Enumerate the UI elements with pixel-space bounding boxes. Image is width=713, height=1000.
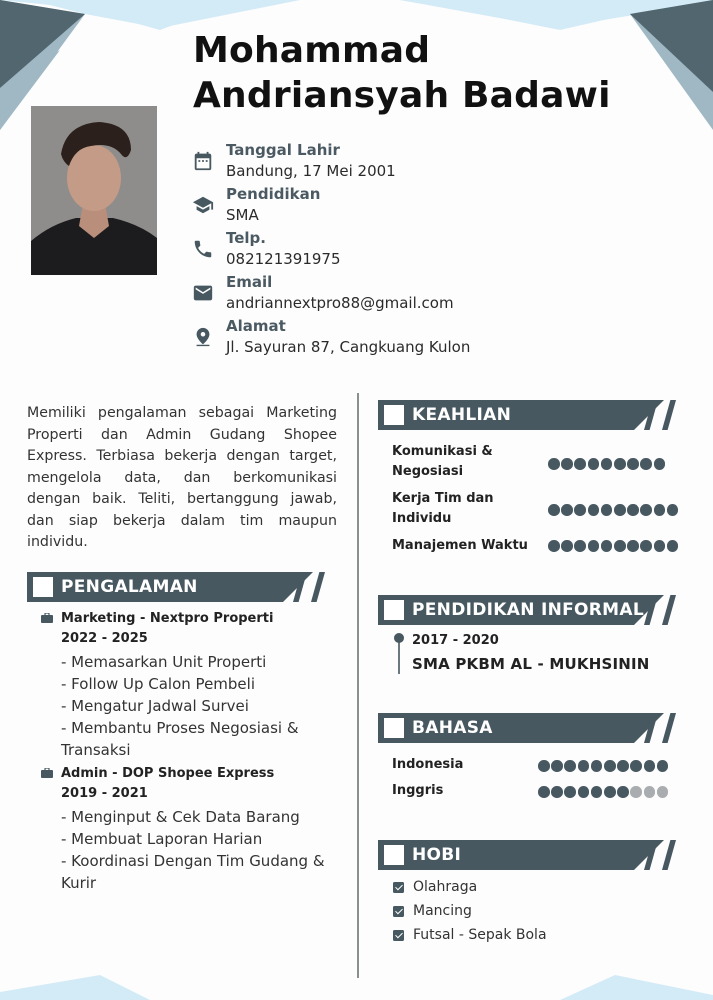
section-header-hobbies bbox=[378, 840, 688, 870]
rating-dot-filled bbox=[551, 760, 563, 772]
calendar-icon bbox=[192, 150, 214, 172]
job-title: Marketing - Nextpro Properti bbox=[61, 611, 274, 626]
contact-label: Pendidikan bbox=[226, 185, 321, 203]
experience-item bbox=[40, 764, 340, 894]
contact-address bbox=[192, 316, 552, 360]
contact-value: Jl. Sayuran 87, Cangkuang Kulon bbox=[226, 338, 471, 356]
rating-dot-filled bbox=[561, 504, 573, 516]
square-icon bbox=[384, 405, 404, 425]
job-years: 2019 - 2021 bbox=[61, 786, 148, 801]
candidate-name bbox=[193, 28, 611, 118]
rating-dot-filled bbox=[654, 504, 666, 516]
rating-dot-filled bbox=[654, 458, 666, 470]
skill-rating-dots bbox=[548, 504, 678, 516]
rating-dot-filled bbox=[604, 760, 616, 772]
contact-label: Tanggal Lahir bbox=[226, 141, 340, 159]
contact-phone bbox=[192, 228, 552, 272]
graduation-cap-icon bbox=[192, 194, 214, 216]
job-task: - Menginput & Cek Data Barang bbox=[61, 808, 300, 826]
job-task: - Memasarkan Unit Properti bbox=[61, 653, 267, 671]
job-years: 2022 - 2025 bbox=[61, 631, 148, 646]
rating-dot-filled bbox=[578, 760, 590, 772]
experience-item bbox=[40, 609, 340, 761]
hobby-label: Olahraga bbox=[413, 879, 478, 895]
contact-education bbox=[192, 184, 552, 228]
column-divider bbox=[357, 393, 359, 978]
section-title: PENDIDIKAN INFORMAL bbox=[412, 600, 644, 620]
briefcase-icon bbox=[41, 613, 53, 623]
skill-rating-dots bbox=[548, 540, 678, 552]
rating-dot-filled bbox=[667, 504, 679, 516]
section-title: PENGALAMAN bbox=[61, 577, 198, 597]
rating-dot-filled bbox=[601, 458, 613, 470]
rating-dot-filled bbox=[657, 760, 669, 772]
contact-value: SMA bbox=[226, 206, 259, 224]
rating-dot-filled bbox=[640, 540, 652, 552]
square-icon bbox=[384, 845, 404, 865]
profile-photo bbox=[31, 106, 157, 275]
rating-dot-filled bbox=[627, 504, 639, 516]
rating-dot-filled bbox=[644, 760, 656, 772]
section-header-languages bbox=[378, 713, 688, 743]
rating-dot-filled bbox=[601, 504, 613, 516]
rating-dot-filled bbox=[538, 760, 550, 772]
skill-rating-dots bbox=[548, 458, 665, 470]
rating-dot-filled bbox=[591, 760, 603, 772]
language-label: Inggris bbox=[392, 783, 444, 798]
rating-dot-filled bbox=[627, 458, 639, 470]
job-task: - Follow Up Calon Pembeli bbox=[61, 675, 255, 693]
education-school: SMA PKBM AL - MUKHSININ bbox=[412, 655, 650, 673]
rating-dot-filled bbox=[591, 786, 603, 798]
language-rating-dots bbox=[538, 760, 668, 772]
rating-dot-filled bbox=[551, 786, 563, 798]
square-icon bbox=[384, 600, 404, 620]
section-header-informal-education bbox=[378, 595, 688, 625]
rating-dot-filled bbox=[614, 540, 626, 552]
square-icon bbox=[33, 577, 53, 597]
briefcase-icon bbox=[41, 768, 53, 778]
rating-dot-filled bbox=[588, 504, 600, 516]
checkbox-checked-icon bbox=[393, 906, 404, 917]
rating-dot-filled bbox=[588, 458, 600, 470]
experience-job bbox=[40, 764, 340, 784]
rating-dot-filled bbox=[548, 540, 560, 552]
rating-dot-filled bbox=[627, 540, 639, 552]
hobby-label: Futsal - Sepak Bola bbox=[413, 927, 547, 943]
rating-dot-filled bbox=[640, 458, 652, 470]
section-title: BAHASA bbox=[412, 718, 493, 738]
phone-icon bbox=[192, 238, 214, 260]
rating-dot-filled bbox=[564, 786, 576, 798]
hobby-item bbox=[393, 878, 477, 896]
rating-dot-filled bbox=[630, 760, 642, 772]
rating-dot-filled bbox=[614, 458, 626, 470]
rating-dot-filled bbox=[578, 786, 590, 798]
contact-list bbox=[192, 140, 552, 360]
rating-dot-filled bbox=[548, 504, 560, 516]
name-line-2: Andriansyah Badawi bbox=[193, 75, 611, 116]
location-pin-icon bbox=[192, 326, 214, 348]
contact-birth bbox=[192, 140, 552, 184]
job-task: - Membantu Proses Negosiasi & Transaksi bbox=[61, 719, 299, 759]
rating-dot-filled bbox=[561, 458, 573, 470]
rating-dot-filled bbox=[548, 458, 560, 470]
timeline-pin-icon bbox=[393, 632, 405, 674]
checkbox-checked-icon bbox=[393, 930, 404, 941]
section-title: HOBI bbox=[412, 845, 462, 865]
hobby-item bbox=[393, 926, 547, 944]
rating-dot-filled bbox=[574, 458, 586, 470]
contact-value: andriannextpro88@gmail.com bbox=[226, 294, 454, 312]
education-years: 2017 - 2020 bbox=[412, 633, 499, 648]
section-header-experience bbox=[27, 572, 337, 602]
rating-dot-filled bbox=[667, 540, 679, 552]
rating-dot-empty bbox=[630, 786, 642, 798]
rating-dot-filled bbox=[640, 504, 652, 516]
skill-label: Kerja Tim dan Individu bbox=[392, 491, 494, 526]
email-icon bbox=[192, 282, 214, 304]
rating-dot-filled bbox=[574, 504, 586, 516]
rating-dot-filled bbox=[588, 540, 600, 552]
job-title: Admin - DOP Shopee Express bbox=[61, 766, 275, 781]
rating-dot-filled bbox=[561, 540, 573, 552]
section-header-skills bbox=[378, 400, 688, 430]
rating-dot-empty bbox=[657, 786, 669, 798]
contact-email bbox=[192, 272, 552, 316]
skill-label: Manajemen Waktu bbox=[392, 538, 528, 553]
contact-value: Bandung, 17 Mei 2001 bbox=[226, 162, 396, 180]
rating-dot-filled bbox=[654, 540, 666, 552]
rating-dot-filled bbox=[564, 760, 576, 772]
job-task: - Membuat Laporan Harian bbox=[61, 830, 263, 848]
hobby-item bbox=[393, 902, 472, 920]
profile-summary: Memiliki pengalaman sebagai Marketing Properti dan Admin Gudang Shopee Express. Terbiasa bekerja dengan target, mengelola data, dan berkomunikasi dengan baik. Teliti, bertanggung jawab, dan siap bekerja dalam tim maupun individu. bbox=[27, 405, 337, 550]
contact-label: Alamat bbox=[226, 317, 286, 335]
rating-dot-filled bbox=[538, 786, 550, 798]
square-icon bbox=[384, 718, 404, 738]
hobby-label: Mancing bbox=[413, 903, 472, 919]
name-line-1: Mohammad bbox=[193, 30, 431, 71]
rating-dot-filled bbox=[574, 540, 586, 552]
job-task: - Koordinasi Dengan Tim Gudang & Kurir bbox=[61, 852, 325, 892]
section-title: KEAHLIAN bbox=[412, 405, 512, 425]
job-task: - Mengatur Jadwal Survei bbox=[61, 697, 249, 715]
rating-dot-filled bbox=[604, 786, 616, 798]
language-label: Indonesia bbox=[392, 757, 464, 772]
contact-value: 082121391975 bbox=[226, 250, 341, 268]
contact-label: Telp. bbox=[226, 229, 266, 247]
experience-job bbox=[40, 609, 340, 629]
rating-dot-filled bbox=[614, 504, 626, 516]
rating-dot-filled bbox=[617, 760, 629, 772]
contact-label: Email bbox=[226, 273, 273, 291]
skill-label: Komunikasi & Negosiasi bbox=[392, 444, 493, 479]
rating-dot-empty bbox=[644, 786, 656, 798]
rating-dot-filled bbox=[601, 540, 613, 552]
checkbox-checked-icon bbox=[393, 882, 404, 893]
language-rating-dots bbox=[538, 786, 668, 798]
rating-dot-filled bbox=[617, 786, 629, 798]
